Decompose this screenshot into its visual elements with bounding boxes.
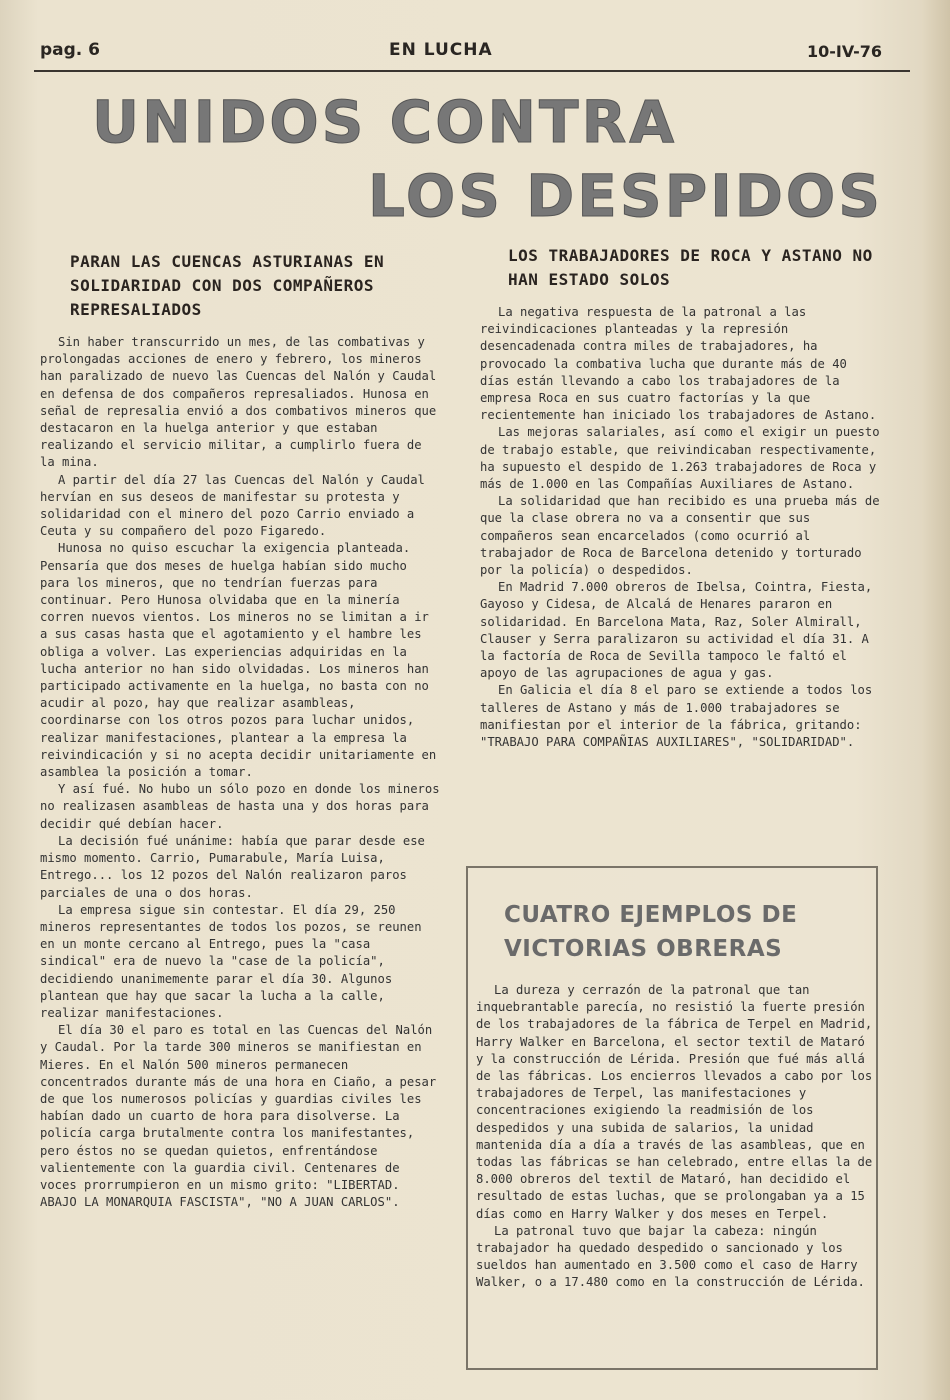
left-article-title: PARAN LAS CUENCAS ASTURIANAS EN SOLIDARIDAD CON DOS COMPAÑEROS REPRESALIADOS bbox=[70, 252, 385, 319]
headline-line-2: LOS DESPIDOS bbox=[368, 162, 884, 230]
paragraph: La empresa sigue sin contestar. El día 29, 250 mineros representantes de todos los pozos, se reunen en un monte cercano al Entrego, pues la "casa sindical" era de nuevo la "case de la policía", decidiendo unanimemente parar el día 30. Algunos plantean que hay que sacar la lucha a la calle, realizar manifestaciones. bbox=[40, 902, 422, 1020]
right-article-title: LOS TRABAJADORES DE ROCA Y ASTANO NO HAN ESTADO SOLOS bbox=[508, 246, 873, 289]
paragraph: La negativa respuesta de la patronal a las reivindicaciones planteadas y la represión desencadenada contra miles de trabajadores, ha provocado la combativa lucha que durante más de 40 días están llevando a cabo los trabajadores de la empresa Roca en sus cuatro factorías y la que recientemente han iniciado los trabajadores de Astano. bbox=[480, 305, 877, 423]
right-article-body bbox=[480, 304, 880, 751]
paragraph: A partir del día 27 las Cuencas del Nalón y Caudal hervían en sus deseos de manifestar su protesta y solidaridad con el minero del pozo Carrio enviado a Ceuta y su compañero del pozo Figaredo. bbox=[40, 472, 425, 539]
page-number: pag. 6 bbox=[40, 40, 101, 60]
paragraph: En Galicia el día 8 el paro se extiende a todos los talleres de Astano y más de 1.000 trabajadores se manifiestan por el interior de la fábrica, gritando: "TRABAJO PARA COMPAÑIAS AUXILIARES", "SOLIDARIDAD". bbox=[480, 683, 873, 750]
paragraph: Las mejoras salariales, así como el exigir un puesto de trabajo estable, que reivindicaban respectivamente, ha supuesto el despido de 1.263 trabajadores de Roca y más de 1.000 en las Compañías Auxiliares de Astano. bbox=[480, 425, 880, 492]
publication-title: EN LUCHA bbox=[389, 40, 493, 60]
paragraph: La decisión fué unánime: había que parar desde ese mismo momento. Carrio, Pumarabule, María Luisa, Entrego... los 12 pozos del Nalón realizaron paros parciales de una o dos horas. bbox=[40, 833, 425, 900]
headline-line-1: UNIDOS CONTRA bbox=[92, 88, 678, 156]
page-header bbox=[34, 36, 910, 72]
paragraph: El día 30 el paro es total en las Cuencas del Nalón y Caudal. Por la tarde 300 mineros se manifiestan en Mieres. En el Nalón 500 mineros permanecen concentrados durante más de una hora en Ciaño, a pesar de que los numerosos policías y guardias civiles les habían dado un cuarto de hora para disolverse. La policía carga brutalmente contra los manifestantes, pero éstos no se quedan quietos, enfrentándose valientemente con la guardia civil. Centenares de voces prorrumpieron en un mismo grito: "LIBERTAD. ABAJO LA MONARQUIA FASCISTA", "NO A JUAN CARLOS". bbox=[40, 1023, 437, 1210]
page-spine bbox=[922, 0, 950, 1400]
paragraph: Hunosa no quiso escuchar la exigencia planteada. Pensaría que dos meses de huelga habían sido mucho para los mineros, que no tendrían fuerzas para continuar. Pero Hunosa olvidaba que en la minería corren nuevos vientos. Los mineros no se limitan a ir a sus casas hasta que el agotamiento y el hambre les obliga a volver. Las experiencias adquiridas en la lucha anterior no han sido olvidadas. Los mineros han participado activamente en la huelga, no basta con no acudir al pozo, hay que realizar asambleas, coordinarse con los otros pozos para luchar unidos, realizar manifestaciones, plantear a la empresa la reivindicación y si no acepta decidir unitariamente en asamblea la posición a tomar. bbox=[40, 541, 437, 780]
paragraph: En Madrid 7.000 obreros de Ibelsa, Cointra, Fiesta, Gayoso y Cidesa, de Alcalá de Henares pararon en solidaridad. En Barcelona Mata, Raz, Soler Almirall, Clauser y Serra paralizaron su actividad el día 31. A la factoría de Roca de Sevilla tampoco le faltó el apoyo de las agrupaciones de agua y gas. bbox=[480, 580, 873, 681]
paragraph: La dureza y cerrazón de la patronal que tan inquebrantable parecía, no resistió la fuerte presión de los trabajadores de la fábrica de Terpel en Madrid, Harry Walker en Barcelona, el sector textil de Mataró y la construcción de Lérida. Presión que fué más allá de las fábricas. Los encierros llevados a cabo por los trabajadores de Terpel, las manifestaciones y concentraciones exigiendo la readmisión de los despedidos y una subida de salarios, la unidad mantenida día a día a través de las asambleas, que en todas las fábricas se han celebrado, entre ellas la de 8.000 obreros del textil de Mataró, han decidido el resultado de estas luchas, que se prolongaban ya a 15 días como en Harry Walker y dos meses en Terpel. bbox=[476, 983, 873, 1221]
box-body bbox=[476, 982, 874, 1292]
paragraph: Sin haber transcurrido un mes, de las combativas y prolongadas acciones de enero y febrero, los mineros han paralizado de nuevo las Cuencas del Nalón y Caudal en defensa de dos compañeros represaliados. Hunosa en señal de represalia envió a dos combativos mineros que destacaron en la huelga anterior y que estaban realizando el servicio militar, a cumplirlo fuera de la mina. bbox=[40, 335, 437, 470]
paragraph: La solidaridad que han recibido es una prueba más de que la clase obrera no va a consentir que sus compañeros sean encarcelados (como ocurrió al trabajador de Roca de Barcelona detenido y torturado por la policía) o despedidos. bbox=[480, 494, 880, 578]
victories-box bbox=[466, 866, 878, 1370]
issue-date: 10-IV-76 bbox=[807, 42, 882, 61]
paragraph: Y así fué. No hubo un sólo pozo en donde los mineros no realizasen asambleas de hasta una y dos horas para decidir qué debían hacer. bbox=[40, 782, 440, 831]
box-title: CUATRO EJEMPLOS DE VICTORIAS OBRERAS bbox=[504, 902, 798, 962]
paragraph: La patronal tuvo que bajar la cabeza: ningún trabajador ha quedado despedido o sancionado y los sueldos han aumentado en 3.500 como el caso de Harry Walker, o a 17.480 como en la construcción de Lérida. bbox=[476, 1223, 865, 1290]
left-article-body bbox=[40, 334, 440, 1211]
